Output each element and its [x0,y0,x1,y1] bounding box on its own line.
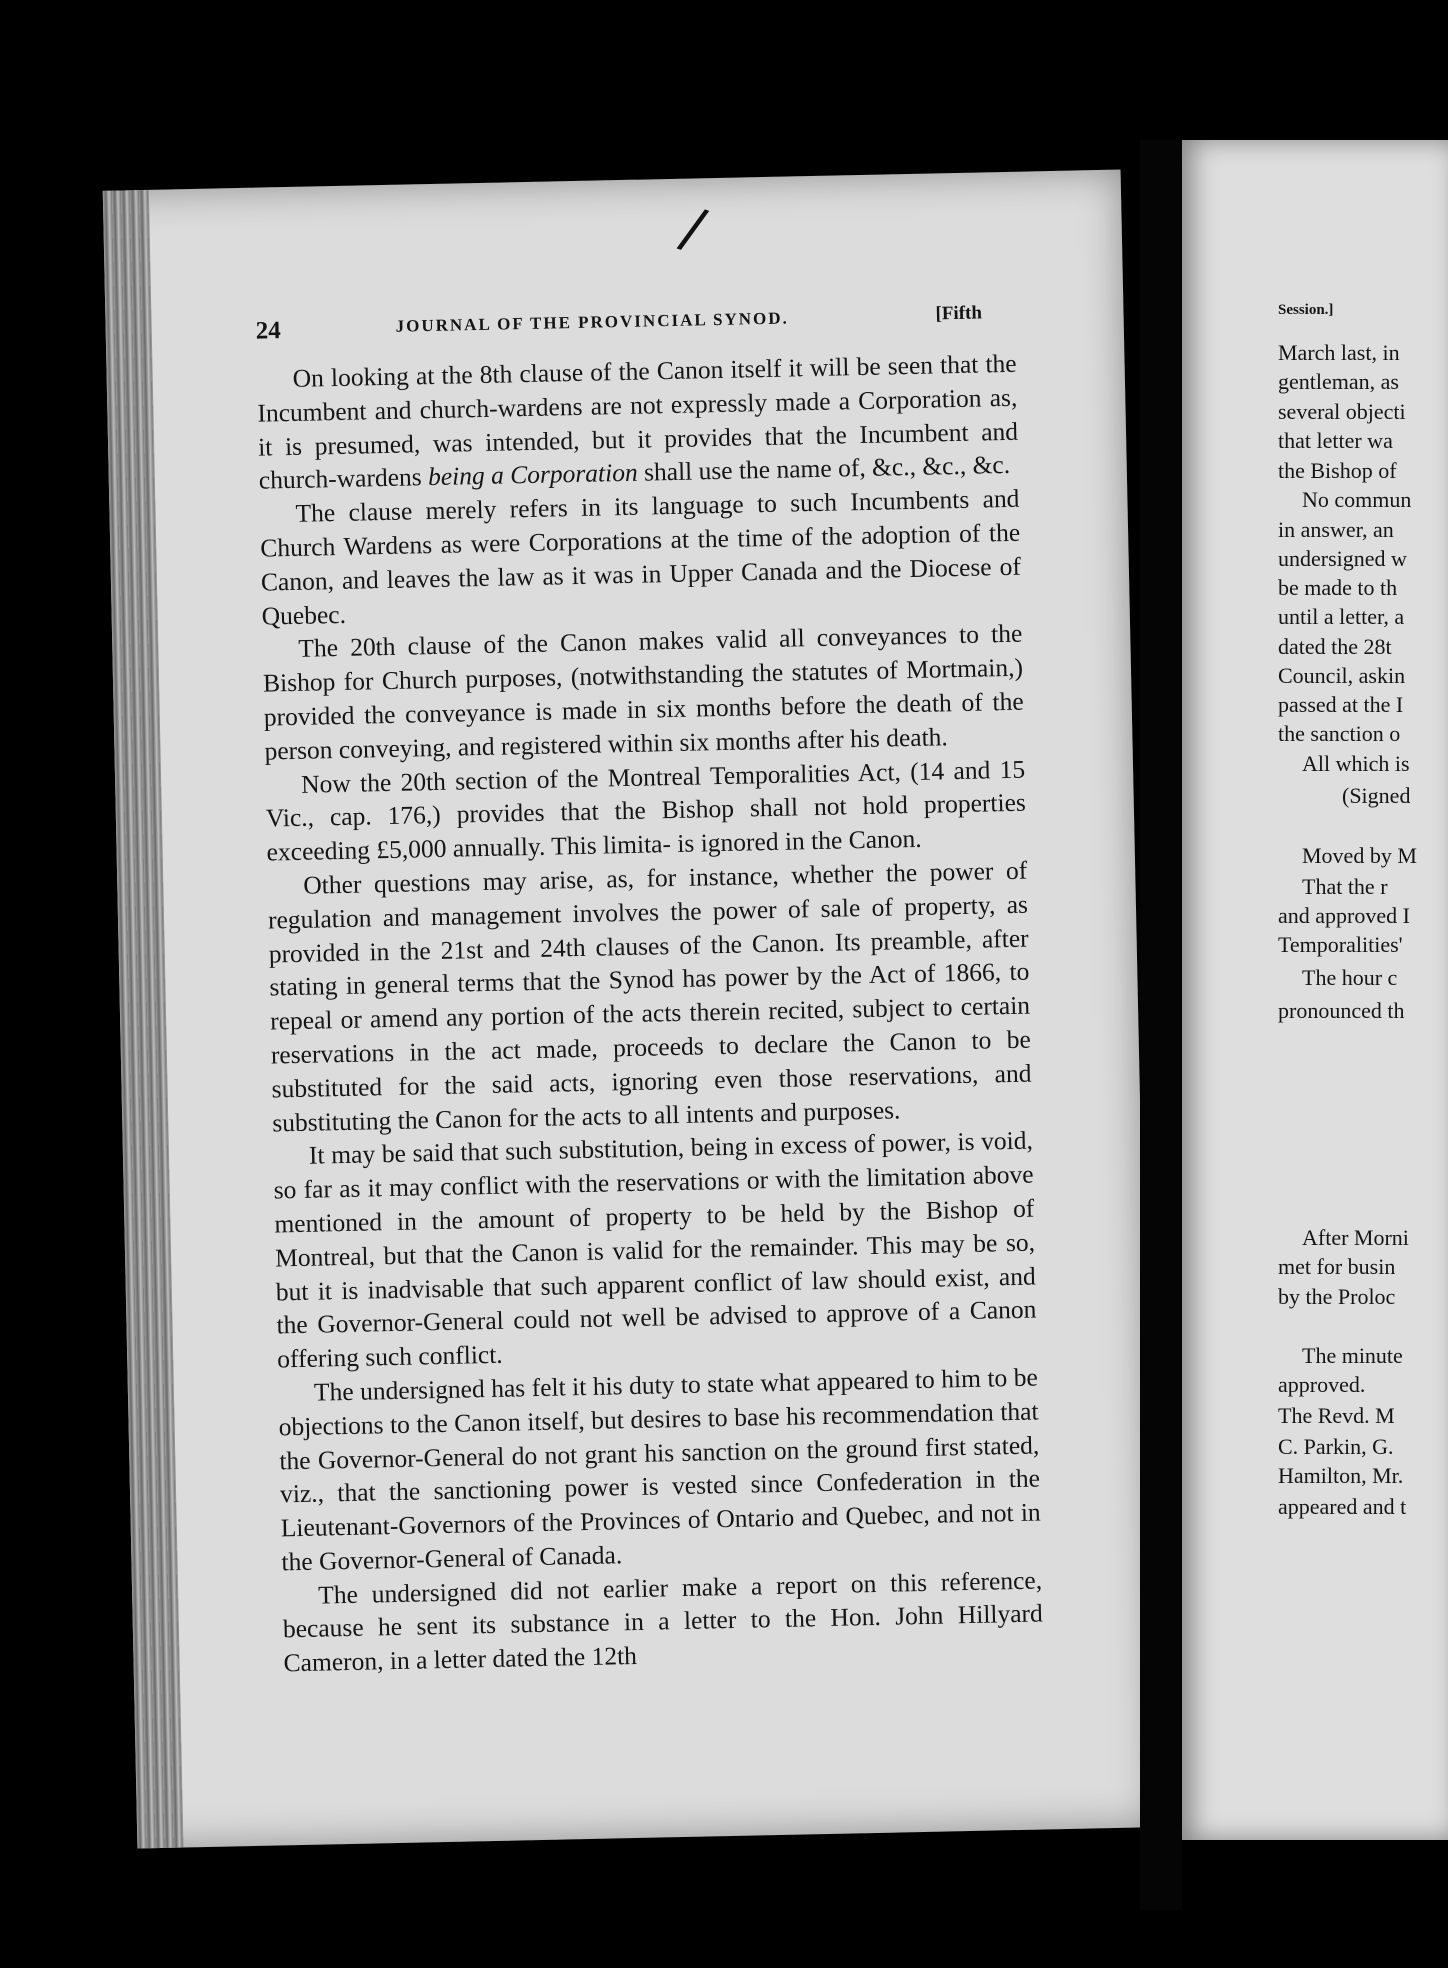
right-text-line: The Revd. M [1278,1403,1395,1428]
running-head [255,300,1095,345]
right-text-line: the sanction o [1278,721,1401,746]
journal-title: JOURNAL OF THE PROVINCIAL SYNOD. [395,308,789,336]
right-text-line: approved. [1278,1372,1366,1397]
right-text-line: appeared and t [1278,1494,1407,1519]
right-text-line: Temporalities' [1278,932,1403,957]
book-binding [103,190,184,1849]
right-text-line: the Bishop of [1278,458,1397,483]
paragraph-4: Now the 20th section of the Montreal Temporalities Act, (14 and 15 Vic., cap. 176,) provides that the Bishop shall not hold properties exceeding £5,000 annually. This limita- is ignored in the Canon. [265,754,1027,867]
right-text-line: (Signed [1342,783,1411,808]
body-text [256,347,1043,1681]
right-text-line: undersigned w [1278,546,1407,571]
right-text-line: After Morni [1302,1225,1409,1250]
right-text-line: The minute [1302,1343,1403,1368]
right-text-line: March last, in [1278,340,1400,365]
paragraph-2: The clause merely refers in its language to such Incumbents and Church Wardens as were Corporations at the time of the adoption of the Canon, and leaves the law as it was in Upper Canada and the Diocese of Quebec. [259,483,1022,631]
right-text-line: gentleman, as [1278,369,1399,394]
right-text-line: met for busin [1278,1254,1396,1279]
right-text-line: dated the 28t [1278,634,1392,659]
right-text-line: until a letter, a [1278,604,1405,629]
right-text-line: passed at the I [1278,692,1404,717]
book-gutter [1140,140,1182,1910]
right-text-line: The hour c [1302,965,1398,990]
right-text-line: Moved by M [1302,843,1417,868]
right-text-line: C. Parkin, G. [1278,1434,1394,1459]
pencil-mark: / [673,195,713,263]
right-text-line: by the Proloc [1278,1284,1396,1309]
paragraph-1: On looking at the 8th clause of the Canon itself it will be seen that the Incumbent and church-wardens are not expressly made a Corporation as, it is presumed, was intended, but it provides that the Incumbent and church-wardens being a Corporation shall use the name of, &c., &c., &c. [257,348,1019,496]
right-text-line: be made to th [1278,575,1398,600]
paragraph-6: It may be said that such substitution, being in excess of power, is void, so far as it may conflict with the reservations or with the limitation above mentioned in the amount of property to be held by the Bishop of Montreal, but that the Canon is valid for the remainder. This may be so, but it is inadvisable that such apparent conflict of law should exist, and the Governor-General could not well be advised to approve of a Canon offering such conflict. [273,1125,1037,1374]
right-text-line: Hamilton, Mr. [1278,1463,1404,1488]
paragraph-3: The 20th clause of the Canon makes valid all conveyances to the Bishop for Church purposes, (notwithstanding the statutes of Mortmain,) provided the conveyance is made in six months before the death of the person conveying, and registered within six months after his death. [262,619,1024,766]
paragraph-8: The undersigned did not earlier make a report on this reference, because he sent its substance in a letter to the Hon. John Hillyard Cameron, in a letter dated the 12th [282,1565,1044,1678]
right-text-line: pronounced th [1278,998,1405,1023]
italic-phrase: being a Corporation [427,458,638,492]
right-text-line: Council, askin [1278,663,1406,688]
page-number: 24 [255,317,281,345]
right-text-line: All which is [1302,751,1410,776]
right-text-line: in answer, an [1278,517,1394,542]
right-text-line: That the r [1302,874,1388,899]
paragraph-5: Other questions may arise, as, for instance, whether the power of regulation and management involves the power of sale of property, as provided in the 21st and 24th clauses of the Canon. Its preamble, after stating in general terms that the Synod has power by the Act of 1866, to repeal or amend any portion of the acts therein recited, subject to certain reservations in the act made, proceeds to declare the Canon to be substituted for the said acts, ignoring even those reservations, and substituting the Canon for the acts to all intents and purposes. [267,855,1032,1138]
session-heading: [Fifth [935,302,983,325]
right-page [1182,140,1448,1840]
right-text-line: that letter wa [1278,428,1393,453]
right-text-line: several objecti [1278,399,1406,424]
left-page [103,170,1155,1849]
right-text-line: No commun [1302,487,1412,512]
right-text-line: and approved I [1278,903,1410,928]
paragraph-7: The undersigned has felt it his duty to state what appeared to him to be objections to the Canon itself, but desires to base his recommendation that the Governor-General do not grant his sanction on the ground first stated, viz., that the sanctioning power is vested since Confederation in the Lieutenant-Governors of the Provinces of Ontario and Quebec, and not in the Governor-General of Canada. [278,1362,1041,1577]
right-session-heading: Session.] [1278,302,1334,318]
